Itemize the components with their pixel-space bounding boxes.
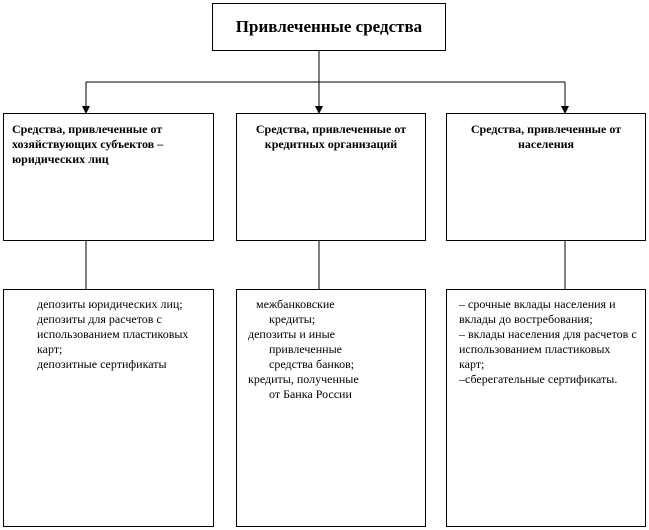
detail-item: –сберегательные сертификаты. xyxy=(459,372,618,386)
category-label: Средства, привлеченные от кредитных организаций xyxy=(255,122,407,151)
category-label: Средства, привлеченные от хозяйствующих субъектов – юридических лиц xyxy=(12,122,164,166)
title-text: Привлеченные средства xyxy=(235,17,423,36)
detail-item: кредиты, полученные xyxy=(248,372,359,386)
category-label: Средства, привлеченные от населения xyxy=(470,122,622,151)
detail-item: – вклады населения для расчетов с использованием пластиковых карт; xyxy=(459,327,637,371)
category-box-legal-entities xyxy=(3,113,214,241)
details-box-legal-entities xyxy=(3,289,214,527)
detail-item: привлеченные xyxy=(269,342,342,356)
detail-item: депозиты и иные xyxy=(248,327,335,341)
category-box-credit-organizations xyxy=(236,113,426,241)
detail-item: кредиты; xyxy=(269,312,316,326)
detail-item: средства банков; xyxy=(269,357,355,371)
detail-item: – срочные вклады населения и вклады до востребования; xyxy=(459,297,616,326)
detail-item: от Банка России xyxy=(269,387,352,401)
detail-item: депозитные сертификаты xyxy=(37,357,167,371)
details-box-credit-organizations xyxy=(236,289,426,527)
title-box xyxy=(212,3,446,51)
details-box-population xyxy=(446,289,646,527)
category-box-population xyxy=(446,113,646,241)
detail-item: депозиты для расчетов с использованием пластиковых карт; xyxy=(37,312,189,356)
detail-item: депозиты юридических лиц; xyxy=(37,297,183,311)
detail-item: межбанковские xyxy=(256,297,335,311)
